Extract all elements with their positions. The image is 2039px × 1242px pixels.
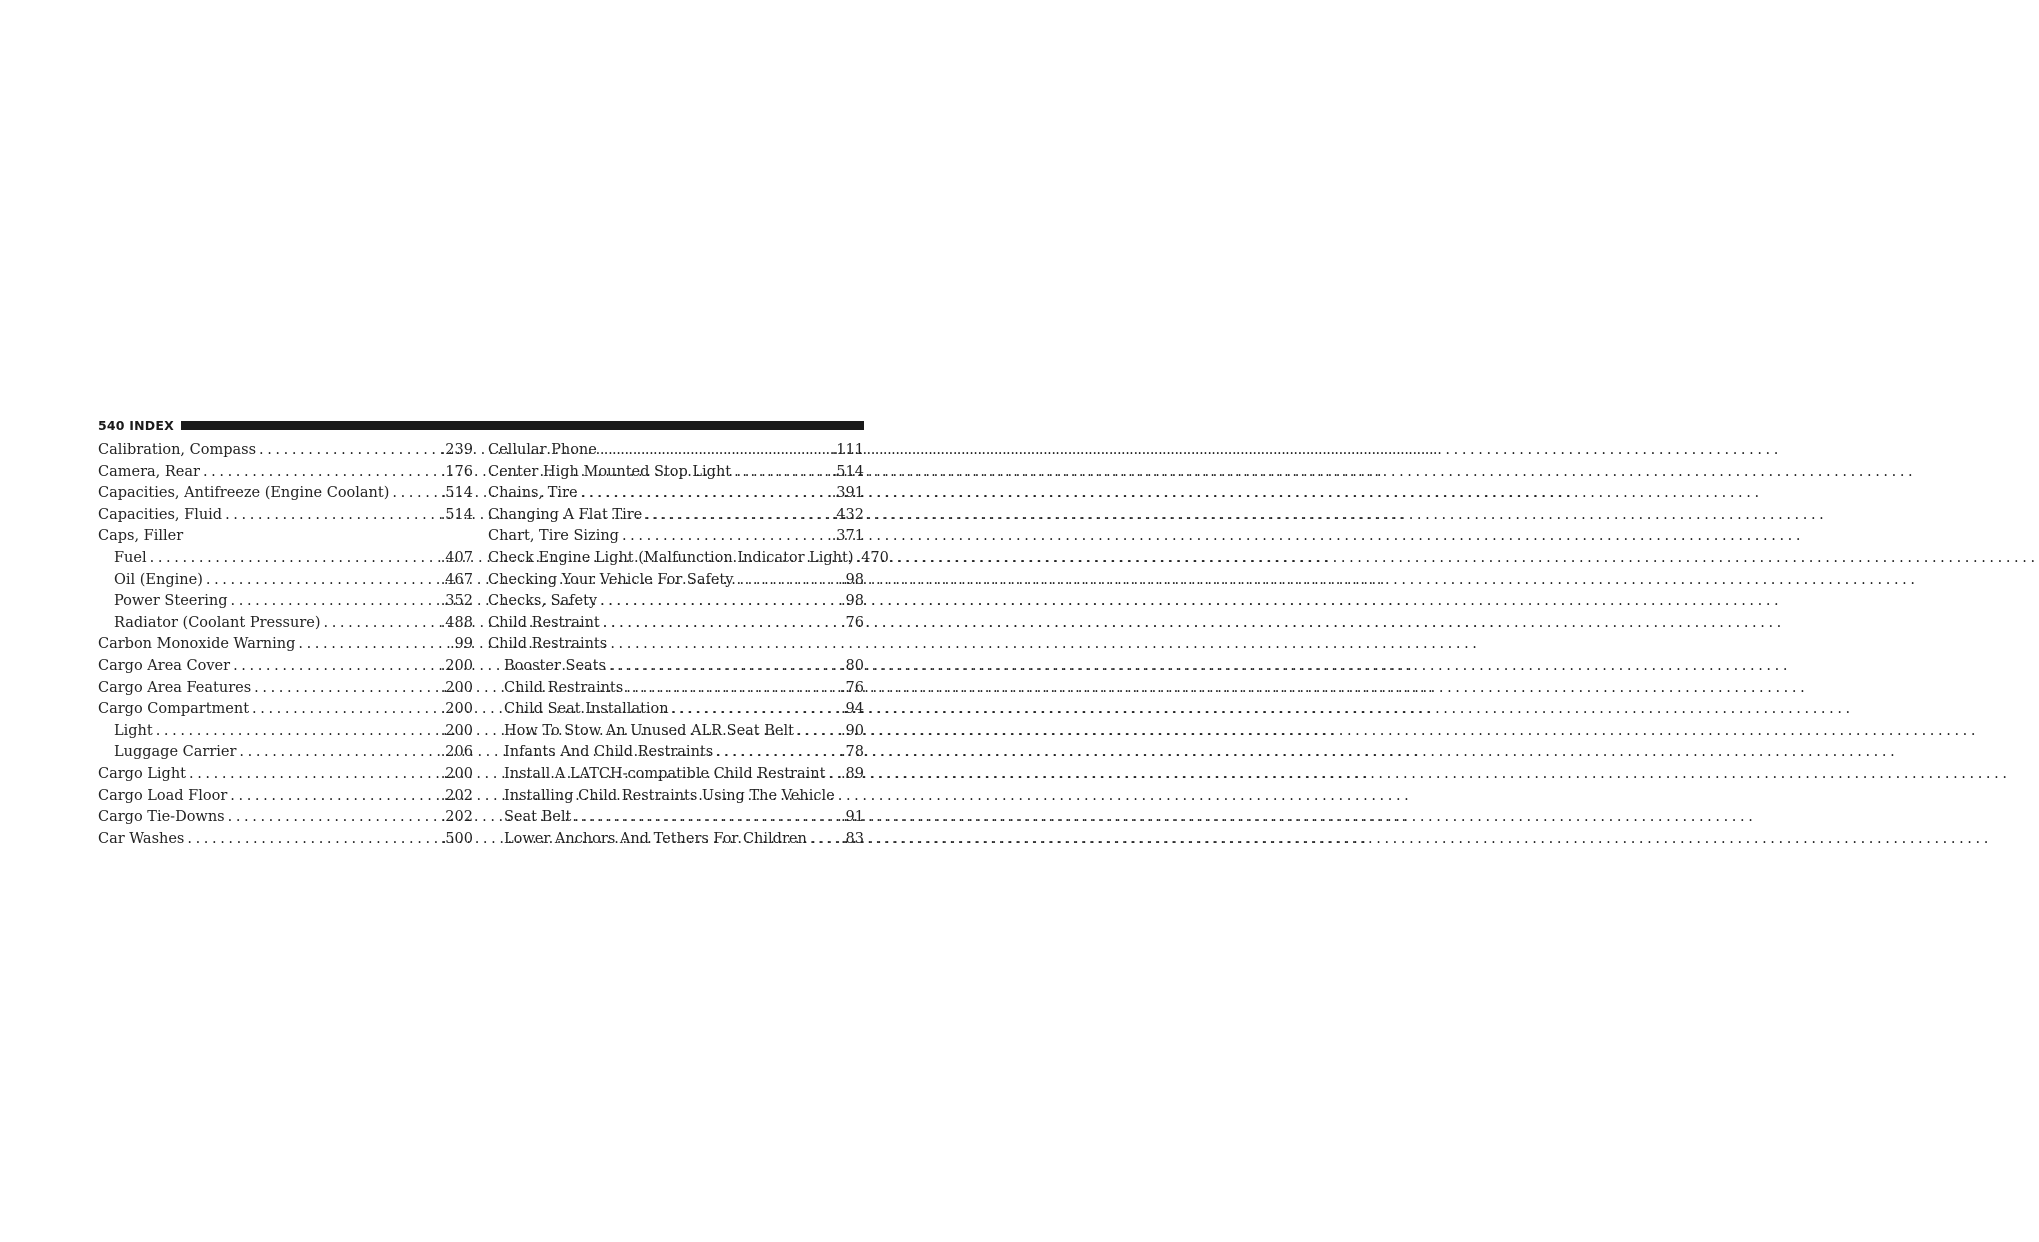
- index-entry-page: .76: [840, 614, 864, 631]
- dot-leader: [571, 807, 841, 829]
- index-entry-page: .488: [440, 614, 473, 631]
- index-entry-page: .111: [831, 442, 864, 458]
- index-entry: [488, 570, 864, 592]
- index-entry: [488, 462, 864, 484]
- index-entry-page: .89: [840, 765, 864, 782]
- dot-leader: [606, 656, 841, 678]
- index-entry-label: Cargo Tie-Downs: [98, 809, 225, 826]
- dot-leader: [669, 699, 841, 721]
- dot-leader: [623, 678, 841, 700]
- index-entry-page: .200: [440, 765, 473, 782]
- index-entry: [98, 634, 473, 656]
- index-entry-label: Oil (Engine): [114, 571, 203, 588]
- header-rule: [181, 421, 864, 430]
- index-entry-label: Booster Seats: [504, 657, 606, 674]
- index-entry: [98, 699, 473, 721]
- index-column-left: [98, 440, 473, 850]
- dot-leader: [251, 678, 441, 700]
- dot-leader: [186, 764, 441, 786]
- index-entry-label: Cargo Area Features: [98, 679, 252, 696]
- index-entry-label: Changing A Flat Tire: [488, 506, 643, 523]
- index-entry-label: Checking Your Vehicle For Safety: [488, 571, 734, 588]
- index-entry: [98, 613, 473, 635]
- index-entry-page: .467: [440, 571, 473, 588]
- index-entry-page: .239: [440, 442, 473, 458]
- index-entry: [98, 483, 473, 505]
- index-entry-label: Cargo Compartment: [98, 701, 250, 718]
- index-entry-page: .202: [440, 809, 473, 826]
- index-entry-page: .76: [840, 679, 864, 696]
- dot-leader: [249, 699, 441, 721]
- dot-leader: [825, 764, 841, 786]
- index-entry: [98, 656, 473, 678]
- index-entry-page: .514: [440, 506, 473, 523]
- index-entry-page: .200: [440, 701, 473, 718]
- index-entry: [98, 807, 473, 829]
- index-entry: [488, 699, 864, 721]
- index-entry-label: Fuel: [114, 549, 147, 566]
- index-entry-page: .514: [440, 485, 473, 502]
- dot-leader: [731, 462, 832, 484]
- index-entry-page: .200: [440, 679, 473, 696]
- index-entry-label: Checks, Safety: [488, 593, 598, 610]
- index-entry-label: Camera, Rear: [98, 463, 200, 480]
- index-entry-page: .200: [440, 657, 473, 674]
- index-entry: [488, 656, 864, 678]
- index-entry-page: .202: [440, 787, 473, 804]
- index-entry-label: Chart, Tire Sizing: [488, 528, 619, 545]
- index-entry: [488, 829, 864, 851]
- dot-leader: [184, 829, 440, 851]
- index-entry: [488, 591, 864, 613]
- page-header: [98, 418, 864, 433]
- dot-leader: [794, 721, 841, 743]
- index-entry: [488, 634, 864, 656]
- index-entry: [98, 786, 473, 808]
- index-entry-page: .432: [831, 506, 864, 523]
- index-entry: [488, 721, 864, 743]
- index-entry: [98, 570, 473, 592]
- index-entry: [98, 548, 473, 570]
- index-entry-label: Cargo Light: [98, 765, 187, 782]
- index-entry-page: .352: [440, 593, 473, 610]
- index-entry-page: .176: [440, 463, 473, 480]
- index-entry-label: Cargo Area Cover: [98, 657, 231, 674]
- dot-leader: [597, 591, 841, 613]
- index-entry-label: Radiator (Coolant Pressure): [114, 614, 321, 631]
- index-entry: [98, 505, 473, 527]
- index-entry-label: Infants And Child Restraints: [504, 744, 714, 761]
- index-entry-label: Luggage Carrier: [114, 744, 237, 761]
- index-entry: [98, 440, 473, 462]
- dot-leader: [713, 742, 841, 764]
- index-entry-label: Child Restraints: [488, 636, 608, 653]
- index-entry: [488, 613, 864, 635]
- index-entry-page: .90: [840, 722, 864, 739]
- index-entry-label: Check Engine Light (Malfunction Indicator Light): [488, 549, 854, 566]
- index-entry-label: Calibration, Compass: [98, 442, 257, 458]
- index-entry: [488, 764, 864, 786]
- dot-leader: [295, 634, 450, 656]
- index-entry-page: .200: [440, 722, 473, 739]
- index-entry-label: Power Steering: [114, 593, 228, 610]
- index-entry: [98, 462, 473, 484]
- index-entry: [98, 678, 473, 700]
- index-entry-page: .391: [831, 485, 864, 502]
- index-entry-page: .91: [840, 809, 864, 826]
- dot-leader: [227, 786, 440, 808]
- dot-leader: [230, 656, 441, 678]
- index-entry: [488, 807, 864, 829]
- index-entry-label: Installing Child Restraints Using The Vehicle: [504, 787, 835, 804]
- index-entry-label: Car Washes: [98, 830, 185, 847]
- index-entry: [98, 721, 473, 743]
- dot-leader: [203, 570, 441, 592]
- dot-leader: [256, 440, 441, 462]
- dot-leader: [597, 440, 832, 462]
- dot-leader: [807, 829, 841, 851]
- index-entry-label: Seat Belt: [504, 809, 572, 826]
- index-entry-page: .98: [840, 571, 864, 588]
- index-entry: [98, 764, 473, 786]
- index-entry-page: .407: [440, 549, 473, 566]
- index-entry-label: Chains, Tire: [488, 485, 578, 502]
- index-entry-label: Carbon Monoxide Warning: [98, 636, 296, 653]
- dot-leader: [200, 462, 441, 484]
- dot-leader: [619, 526, 832, 548]
- index-entry: [98, 829, 473, 851]
- dot-leader: [320, 613, 440, 635]
- index-entry-label: Child Seat Installation: [504, 701, 669, 718]
- index-entry-page: .78: [840, 744, 864, 761]
- index-entry: [488, 678, 864, 700]
- index-entry-label: How To Stow An Unused ALR Seat Belt: [504, 722, 794, 739]
- index-entry-label: Light: [114, 722, 153, 739]
- dot-leader: [228, 591, 441, 613]
- dot-leader: [642, 505, 831, 527]
- dot-leader: [153, 721, 441, 743]
- index-entry-label: Cargo Load Floor: [98, 787, 228, 804]
- index-entry-page: .206: [440, 744, 473, 761]
- index-entry-page: .470: [856, 549, 889, 566]
- index-entry-label: Child Restraint: [488, 614, 600, 631]
- index-entry-label: Child Restraints: [504, 679, 624, 696]
- index-entry-label: Lower Anchors And Tethers For Children: [504, 830, 807, 847]
- index-entry-page: .98: [840, 593, 864, 610]
- index-entry-page: .83: [840, 830, 864, 847]
- index-entry-label: Install A LATCH-compatible Child Restraint: [504, 765, 826, 782]
- index-column-right: [488, 440, 889, 850]
- dot-leader: [147, 548, 441, 570]
- index-entry: [488, 505, 864, 527]
- index-entry-page: .514: [831, 463, 864, 480]
- dot-leader: [600, 613, 841, 635]
- index-entry: [488, 786, 864, 808]
- index-entry-page: .99: [449, 636, 473, 653]
- index-entry-label: Caps, Filler: [98, 528, 184, 545]
- index-entry: [488, 483, 864, 505]
- index-entry-page: .80: [840, 657, 864, 674]
- dot-leader: [222, 505, 441, 527]
- dot-leader: [733, 570, 840, 592]
- index-entry-label: Capacities, Fluid: [98, 506, 223, 523]
- index-entry: [98, 742, 473, 764]
- index-entry: [98, 591, 473, 613]
- index-entry-label: Center High Mounted Stop Light: [488, 463, 732, 480]
- dot-leader: [389, 483, 440, 505]
- page-number-label: 540 INDEX: [98, 418, 174, 433]
- index-entry: [488, 440, 864, 462]
- index-entry: [488, 548, 889, 570]
- index-entry-label: Capacities, Antifreeze (Engine Coolant): [98, 485, 390, 502]
- index-entry-page: .500: [440, 830, 473, 847]
- index-entry-label: Cellular Phone: [488, 442, 597, 458]
- index-entry: [98, 526, 473, 548]
- index-entry: [488, 742, 864, 764]
- index-entry-page: .94: [840, 701, 864, 718]
- dot-leader: [578, 483, 832, 505]
- dot-leader: [236, 742, 440, 764]
- dot-leader: [225, 807, 441, 829]
- index-entry: [488, 526, 864, 548]
- index-entry-page: .371: [831, 528, 864, 545]
